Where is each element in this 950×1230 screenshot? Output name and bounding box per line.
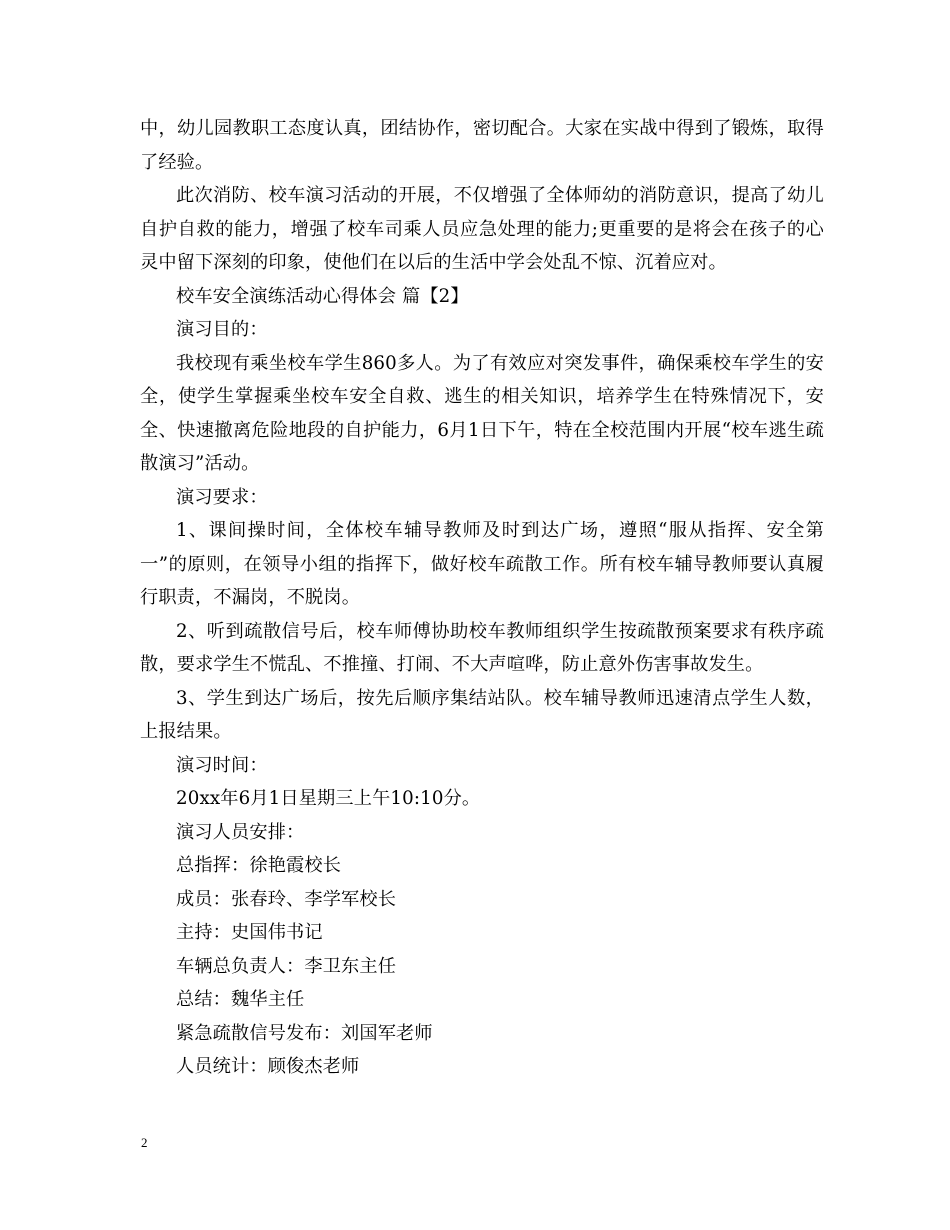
personnel-signal: 紧急疏散信号发布：刘国军老师 xyxy=(176,1022,433,1044)
personnel-commander: 总指挥：徐艳霞校长 xyxy=(176,855,342,876)
drill-requirements-heading: 演习要求： xyxy=(176,486,268,508)
personnel-host: 主持：史国伟书记 xyxy=(176,922,323,943)
drill-purpose-heading: 演习目的： xyxy=(176,319,268,340)
drill-time-text: 20xx年6月1日星期三上午10:10分。 xyxy=(176,788,481,809)
personnel-vehicle-lead: 车辆总负责人：李卫东主任 xyxy=(176,955,397,977)
personnel-heading: 演习人员安排： xyxy=(176,821,305,843)
section-heading: 校车安全演练活动心得体会 篇【2】 xyxy=(176,285,469,307)
paragraph-continuation: 中，幼儿园教职工态度认真，团结协作，密切配合。大家在实战中得到了锻炼，取得了经验。 xyxy=(140,118,824,173)
personnel-summary: 总结：魏华主任 xyxy=(176,989,305,1010)
drill-time-heading: 演习时间： xyxy=(176,754,268,776)
requirement-item-1: 1、课间操时间，全体校车辅导教师及时到达广场，遵照“服从指挥、安全第一”的原则，在领导小组的指挥下，做好校车疏散工作。所有校车辅导教师要认真履行职责，不漏岗，不脱岗。 xyxy=(140,520,824,608)
page-number: 2 xyxy=(141,1135,148,1150)
personnel-count: 人员统计：顾俊杰老师 xyxy=(176,1056,360,1077)
requirement-item-2: 2、听到疏散信号后，校车师傅协助校车教师组织学生按疏散预案要求有秩序疏散，要求学生不慌乱、不推撞、打闹、不大声喧哗，防止意外伤害事故发生。 xyxy=(140,620,824,675)
document-body xyxy=(140,112,824,1084)
requirement-item-3: 3、学生到达广场后，按先后顺序集结站队。校车辅导教师迅速清点学生人数，上报结果。 xyxy=(140,687,824,742)
drill-purpose-text: 我校现有乘坐校车学生860多人。为了有效应对突发事件，确保乘校车学生的安全，使学生掌握乘坐校车安全自救、逃生的相关知识，培养学生在特殊情况下，安全、快速撤离危险地段的自护能力，6月1日下午，特在全校范围内开展“校车逃生疏散演习”活动。 xyxy=(140,352,824,474)
personnel-members: 成员：张春玲、李学军校长 xyxy=(176,888,397,910)
paragraph-summary: 此次消防、校车演习活动的开展，不仅增强了全体师幼的消防意识，提高了幼儿自护自救的能力，增强了校车司乘人员应急处理的能力;更重要的是将会在孩子的心灵中留下深刻的印象，使他们在以后的生活中学会处乱不惊、沉着应对。 xyxy=(140,185,824,273)
